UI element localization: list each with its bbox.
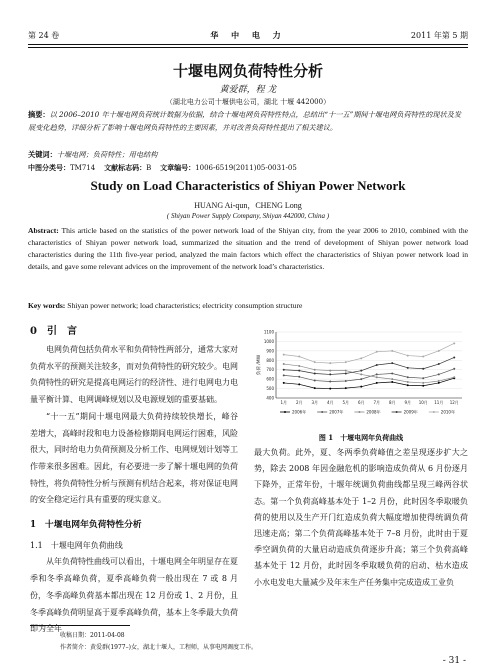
data-point [438, 350, 440, 352]
x-tick-label: 10月 [418, 400, 428, 405]
article-no-label: 文章编号： [160, 163, 196, 172]
abstract-chinese [28, 108, 468, 134]
abstract-en-text: This article based on the statistics of the power network load of the Shiyan city, from the year 2006 to 2010, combined with the characteristics of Shiyan power network load, summarized the situation and the trend of development of Shiyan power network load characteristics during the 11th five-year period, analyzed the main factors which effect the characteristics of Shiyan power network load in details, and gave some relevant advices on the improvement of the network load’s characteristics. [28, 226, 469, 271]
data-point [345, 380, 347, 382]
abstract-label: 摘要： [28, 110, 50, 119]
x-tick-label: 11月 [434, 400, 444, 405]
section-1-1-heading: 1.1 十堰电网年负荷曲线 [30, 540, 123, 550]
running-header [28, 30, 468, 44]
y-tick-label: 900 [266, 348, 274, 354]
y-tick-label: 800 [266, 357, 274, 363]
data-point [422, 382, 424, 384]
right-paragraph: 最大负荷。此外，夏、冬两季负荷峰值之差呈现逐步扩大之势，除去 2008 年因金融危机的影响造成负荷从 6 月份逐月下降外，正常年份，十堰年统调负荷曲线都呈现三峰两谷状态。第一个负荷高峰基本处于 1–2 月份，此时因冬季取暖负荷的使用以及生产开门红造成负荷大幅度增加使得统调负荷迅速走高；第二个负荷高峰基本处于 7–8 月份，此时由于夏季空调负荷的大量启动造成负荷逐步升高；第三个负荷高峰基本处于 12 月份，此时因冬季取暖负荷的启动、枯水造成小水电发电大量减少及年末生产任务集中完成造成工业负 [254, 448, 468, 587]
data-point [360, 378, 362, 380]
data-point [453, 342, 455, 344]
y-tick-label: 1100 [263, 329, 274, 335]
data-point [329, 373, 331, 375]
header-rule-thin [28, 47, 468, 48]
data-point [407, 355, 409, 357]
authors-chinese: 黄爱群，程 龙 [219, 85, 277, 95]
data-point [314, 372, 316, 374]
data-point [329, 381, 331, 383]
footnote-rule [30, 625, 130, 626]
data-point [438, 380, 440, 382]
y-tick-label: 700 [266, 367, 274, 373]
keywords-label: 关键词： [28, 150, 57, 159]
y-tick-label: 600 [266, 376, 274, 382]
data-point [453, 356, 455, 358]
data-point [376, 376, 378, 378]
data-point [422, 385, 424, 387]
data-point [314, 361, 316, 363]
data-point [298, 376, 300, 378]
affiliation-chinese: （湖北电力公司十堰供电公司，湖北 十堰 442000） [165, 98, 331, 106]
y-tick-label: 1000 [263, 338, 274, 344]
keywords-en-text: Shiyan power network; load characteristics; electricity consumption structure [67, 301, 303, 310]
legend-label: 2006年 [292, 409, 307, 415]
data-point [438, 382, 440, 384]
intro-paragraph-1: 电网负荷包括负荷水平和负荷特性两部分，通常大家对负荷水平的预测关注较多，而对负荷特性的研究较少。电网负荷特性的研究是提高电网运行的经济性、进行电网电力电量平衡计算、电网调峰规划以及电源规划的重要基础。 [30, 345, 238, 405]
title-english: Study on Load Characteristics of Shiyan Power Network [90, 178, 406, 193]
data-point [376, 351, 378, 353]
section-1-heading: 1 十堰电网年负荷特性分析 [30, 520, 142, 531]
data-point [376, 382, 378, 384]
data-point [283, 363, 285, 365]
data-point [391, 381, 393, 383]
y-tick-label: 500 [266, 386, 274, 392]
classification-line [28, 163, 468, 173]
data-point [391, 350, 393, 352]
series-line [284, 378, 455, 388]
data-point [298, 356, 300, 358]
data-point [453, 368, 455, 370]
abstract-en-label: Abstract: [28, 226, 59, 235]
x-tick-label: 6月 [357, 400, 365, 405]
data-point [283, 369, 285, 371]
data-point [314, 380, 316, 382]
data-point [345, 361, 347, 363]
issue-label: 2011 年第 5 期 [410, 31, 468, 40]
data-point [360, 357, 362, 359]
y-axis-label: 负荷 /MW [257, 354, 262, 376]
data-point [314, 387, 316, 389]
data-point [360, 370, 362, 372]
x-tick-label: 4月 [326, 400, 334, 405]
abstract-text: 以 2006–2010 年十堰电网负荷统计数据为依据，结合十堰电网负荷特性特点，总结出“十一五”期间十堰电网负荷特性的现状及发展变化趋势，详细分析了影响十堰电网负荷特性的主要因素，并对改善负荷特性提出了相关建议。 [28, 110, 462, 132]
x-tick-label: 7月 [373, 400, 381, 405]
data-point [376, 373, 378, 375]
legend-marker [321, 411, 323, 413]
keywords-en-label: Key words: [28, 301, 66, 310]
x-tick-label: 12月 [449, 400, 459, 405]
annual-load-chart [254, 328, 468, 428]
legend-marker [358, 411, 360, 413]
data-point [391, 372, 393, 374]
data-point [283, 374, 285, 376]
doc-code-label: 文献标志码： [104, 163, 147, 172]
data-point [298, 383, 300, 385]
volume-label: 第 24 卷 [28, 31, 60, 40]
series-line [284, 369, 455, 382]
intro-paragraph-2: “十一五”期间十堰电网最大负荷持续较快增长，峰谷差增大，高峰时段和电力设备检修期间电网运行困难，风险很大，同时给电力负荷预测及分析工作、电网规划计划等工作带来很多困难。因此，有必要进一步了解十堰电网的负荷特性，将负荷特性分析与预测有机结合起来，将对保证电网的安全稳定运行具有重要的现实意义。 [30, 411, 238, 505]
data-point [407, 367, 409, 369]
data-point [314, 369, 316, 371]
authors-english: HUANG Ai-qun，CHENG Long [194, 201, 302, 210]
data-point [329, 370, 331, 372]
article-no-value: 1006-6519(2011)05-0031-05 [195, 164, 297, 172]
affiliation-english: ( Shiyan Power Supply Company, Shiyan 442000, China ) [166, 212, 330, 220]
x-tick-label: 2月 [295, 400, 303, 405]
doc-code-value: B [146, 164, 152, 172]
section-introduction-heading: 0 引 言 [30, 326, 77, 337]
data-point [283, 354, 285, 356]
page-number: - 31 - [442, 656, 466, 666]
data-point [329, 388, 331, 390]
data-point [438, 363, 440, 365]
title-chinese: 十堰电网负荷特性分析 [172, 62, 323, 80]
journal-name: 华 中 电 力 [210, 30, 286, 40]
section-1-1-paragraph: 从年负荷特性曲线可以看出，十堰电网全年明显存在夏季和冬季高峰负荷，夏季高峰负荷一般出现在 7 或 8 月份，冬季高峰负荷基本都出现在 12 月份或 1、2 月份，且冬季高峰负荷明显高于夏季高峰负荷，基本上冬季最大负荷即为全年 [30, 557, 238, 634]
data-point [422, 377, 424, 379]
x-tick-label: 5月 [342, 400, 350, 405]
keywords-english [28, 301, 468, 310]
header-rule [28, 44, 468, 45]
data-point [345, 370, 347, 372]
data-point [407, 384, 409, 386]
x-tick-label: 1月 [280, 400, 288, 405]
data-point [407, 381, 409, 383]
data-point [329, 362, 331, 364]
data-point [422, 368, 424, 370]
data-point [376, 364, 378, 366]
data-point [298, 370, 300, 372]
legend-marker [396, 411, 398, 413]
data-point [345, 387, 347, 389]
keywords-chinese [28, 150, 468, 160]
data-point [391, 378, 393, 380]
abstract-english [28, 225, 468, 273]
footnote-received: 收稿日期：2011-04-08 [60, 632, 125, 639]
data-point [453, 376, 455, 378]
data-point [438, 373, 440, 375]
data-point [298, 365, 300, 367]
footnote-author: 作者简介：黄爱群(1977–)女，湖北十堰人，工程师，从事电网调度工作。 [60, 644, 257, 651]
left-column [30, 342, 238, 638]
clc-value: TM714 [70, 164, 96, 172]
data-point [345, 372, 347, 374]
x-tick-label: 8月 [388, 400, 396, 405]
x-tick-label: 3月 [311, 400, 319, 405]
clc-label: 中图分类号： [28, 163, 70, 172]
keywords-text: 十堰电网；负荷特性；用电结构 [56, 150, 158, 159]
figure-caption: 图 1 十堰电网年负荷曲线 [318, 433, 404, 442]
data-point [360, 373, 362, 375]
x-tick-label: 9月 [404, 400, 412, 405]
right-column [254, 445, 468, 591]
data-point [391, 362, 393, 364]
legend-marker [433, 411, 435, 413]
legend-marker [284, 411, 286, 413]
legend-label: 2008年 [366, 409, 381, 415]
y-tick-label: 400 [266, 395, 274, 401]
data-point [360, 386, 362, 388]
legend-label: 2007年 [329, 409, 344, 415]
data-point [283, 382, 285, 384]
legend-label: 2009年 [403, 409, 418, 415]
legend-label: 2010年 [440, 409, 455, 415]
data-point [422, 356, 424, 358]
data-point [407, 376, 409, 378]
